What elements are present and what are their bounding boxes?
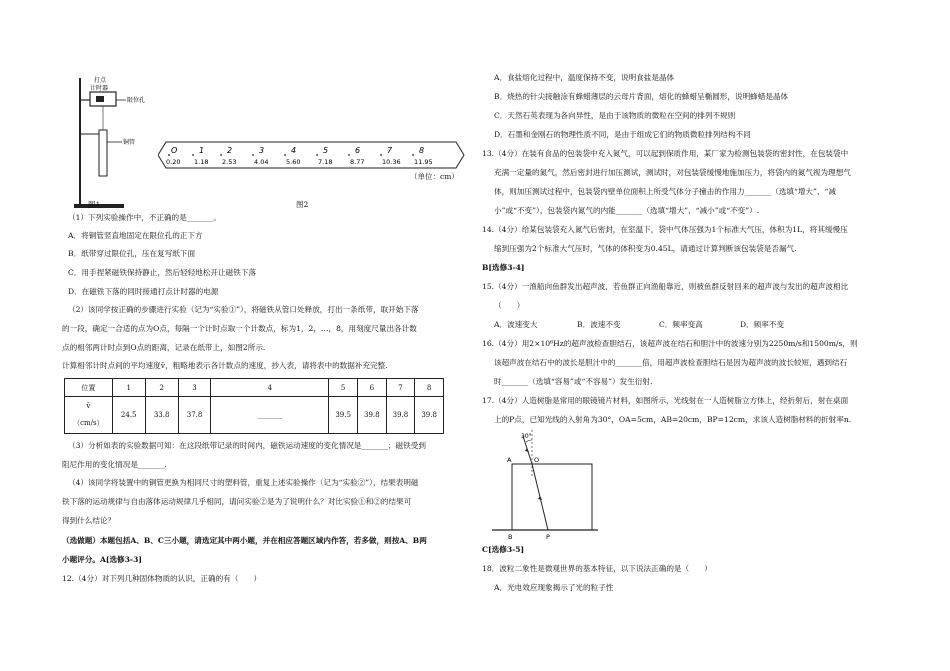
tape-distance-label: 2.53 — [222, 158, 237, 166]
q12-option-b: B．烧热的针尖接触涂有蜂蜡薄层的云母片背面，熔化的蜂蜡呈椭圆形，说明蜂蜡是晶体 — [494, 92, 789, 101]
tape-point-label: 7 — [387, 146, 393, 155]
figure1-caption: 图1 — [88, 200, 101, 209]
tape-distance-label: 1.18 — [194, 158, 209, 166]
fig17-label-o: O — [534, 456, 540, 464]
q15-option-b: B．波速不变 — [577, 320, 621, 329]
tape-dot — [252, 154, 254, 156]
table-header-row — [65, 379, 444, 397]
q12-option-a: A．食盐熔化过程中，温度保持不变，说明食盐是晶体 — [494, 73, 675, 82]
q11-part4-line3: 得到什么结论？ — [62, 516, 116, 525]
table-cell: 7 — [386, 379, 415, 397]
q11-part4-line2: 铁下落的运动规律与自由落体运动规律几乎相同，请问实验②是为了说明什么？对比实验①和②的结果可 — [62, 497, 412, 506]
velocity-table — [64, 378, 444, 434]
table-cell: 5 — [329, 379, 358, 397]
q11-part2-line1: （2）该同学按正确的步骤进行实验（记为“实验①”），将磁铁从管口处释放，打出一条纸带，取开始下落 — [68, 305, 419, 314]
fig1-label-timer: 打点 — [94, 77, 107, 84]
tape-dot — [220, 154, 222, 156]
q11-option-a: A．将铜管竖直地固定在限位孔的正下方 — [68, 231, 203, 240]
table-cell: 39.8 — [415, 397, 444, 434]
tape-dot — [412, 154, 414, 156]
q18-stem: 18．波粒二象性是微观世界的基本特征，以下说法正确的是（ ） — [482, 564, 712, 573]
tape-distance-label: 5.60 — [286, 158, 301, 166]
q11-option-d: D．在磁铁下落的同时接通打点计时器的电源 — [68, 287, 219, 296]
q13-line4: 小”或“不变”），包装袋内氮气的内能_______（选填“增大”、“减小”或“不变”）. — [494, 206, 760, 215]
q17-line1: 17.（4分）人造树脂是常用的眼镜镜片材料，如图所示，光线射在一人造树脂立方体上，经折射后，射在桌面 — [482, 396, 849, 405]
fig17-angle-label: 30° — [521, 433, 532, 440]
tape-point-label: 1 — [199, 146, 205, 155]
tape-dot — [168, 154, 170, 156]
table-cell: 39.8 — [386, 397, 415, 434]
table-cell: 位置 — [65, 379, 113, 397]
tape-point-label: O — [171, 146, 178, 155]
q11-part3-line1: （3）分析如表的实验数据可知：在这段纸带记录的时间内，磁铁运动速度的变化情况是_______；磁铁受到 — [68, 441, 426, 450]
tape-dot — [192, 154, 194, 156]
q11-part4-line1: （4）该同学将装置中的铜管更换为相同尺寸的塑料管，重复上述实验操作（记为“实验②”），结果表明磁 — [68, 478, 419, 487]
table-cell: 39.5 — [329, 397, 358, 434]
table-row-label: v̄ （cm/s） — [65, 397, 113, 434]
q12-option-d: D．石墨和金刚石的物理性质不同，是由于组成它们的物质微粒排列结构不同 — [494, 130, 751, 139]
fig1-label-hole: 限位孔 — [127, 97, 146, 104]
tape-distance-label: 11.95 — [414, 158, 433, 166]
table-cell: 6 — [357, 379, 386, 397]
q16-line3: 时_______（选填“容易”或“不容易”）发生衍射. — [494, 377, 653, 386]
fig17-label-p: P — [546, 533, 550, 541]
table-cell: 2 — [145, 379, 178, 397]
q15-line1: 15.（4分）一渔船向鱼群发出超声波，若鱼群正向渔船靠近，则被鱼群反射回来的超声波与发出的超声波相比 — [482, 282, 849, 291]
figure17-refraction — [492, 428, 602, 543]
section-c-heading: C[选修3-5] — [482, 545, 525, 554]
elective-instruction-line1: （选做题）本题包括A、B、C三小题，请选定其中两小题，并在相应答题区域内作答，若多做，则按A、B两 — [62, 536, 427, 545]
tape-point-label: 4 — [291, 146, 297, 155]
q11-part2-line3: 点的相邻两计时点到O点的距离，记录在纸带上，如图2所示. — [62, 343, 266, 352]
tape-point-label: 5 — [323, 146, 329, 155]
table-cell: 1 — [112, 379, 145, 397]
q14-line2: 缩到压强为2个标准大气压时，气体的体积变为0.45L，请通过计算判断该包装袋是否漏气. — [494, 244, 797, 253]
table-cell: 3 — [178, 379, 211, 397]
q11-part2-line2: 的一段，确定一合适的点为O点，每隔一个计时点取一个计数点，标为1，2，…，8，用刻度尺量出各计数 — [62, 324, 417, 333]
table-cell: 4 — [211, 379, 329, 397]
q12-option-c: C．天然石英表现为各向异性，是由于该物质的微粒在空间的排列不规则 — [494, 111, 736, 120]
q15-option-d: D．频率不变 — [740, 320, 785, 329]
figure1-apparatus — [72, 72, 172, 212]
q18-option-a: A．光电效应现象揭示了光的粒子性 — [494, 583, 614, 592]
table-cell: 33.8 — [145, 397, 178, 434]
elective-instruction-line2: 小题评分。A[选修3-3] — [62, 555, 142, 564]
fig1-label-tube: 铜管 — [123, 139, 136, 146]
tape-distance-label: 0.20 — [166, 158, 181, 166]
section-b-heading: B[选修3-4] — [482, 263, 525, 272]
q11-option-b: B．纸带穿过限位孔，压在复写纸下面 — [68, 249, 196, 258]
tape-point-label: 8 — [419, 146, 425, 155]
tape-distance-label: 7.18 — [318, 158, 333, 166]
table-cell: 24.5 — [112, 397, 145, 434]
table-cell: 37.8 — [178, 397, 211, 434]
tape-dot — [380, 154, 382, 156]
figure2-unit: （单位：cm） — [410, 172, 459, 181]
q13-line2: 充满一定量的氮气，然后密封进行加压测试，测试时，对包装袋缓慢地施加压力，将袋内的氮气视为理想气 — [494, 168, 851, 177]
q16-line2: 该超声波在结石中的波长是胆汁中的_______倍，用超声波检查胆结石是因为超声波的波长较短，遇到结石 — [494, 358, 848, 367]
tape-dot — [316, 154, 318, 156]
fig17-label-b: B — [508, 533, 513, 541]
q15-line2: （ ） — [494, 301, 525, 310]
tape-distance-label: 10.36 — [382, 158, 401, 166]
q13-line3: 体，则加压测试过程中，包装袋内壁单位面积上所受气体分子撞击的作用力_______（选填“增大”、“减 — [494, 187, 836, 196]
tape-point-label: 6 — [355, 146, 361, 155]
table-cell: 8 — [415, 379, 444, 397]
q17-line2: 上的P点，已知光线的入射角为30°，OA=5cm，AB=20cm，BP=12cm，求该人造树脂材料的折射率n. — [494, 415, 852, 424]
figure2-caption: 图2 — [296, 200, 309, 209]
q13-line1: 13.（4分）在装有食品的包装袋中充入氮气，可以起到保质作用，某厂家为检测包装袋的密封性，在包装袋中 — [482, 149, 849, 158]
tape-dot — [348, 154, 350, 156]
q11-part1: （1）下列实验操作中，不正确的是_______。 — [68, 213, 221, 222]
tape-distance-label: 4.04 — [254, 158, 269, 166]
q11-part2-line4: 计算相邻计时点间的平均速度v̄，粗略地表示各计数点的速度，抄入表，请将表中的数据补充完整. — [62, 361, 388, 370]
fig17-label-a: A — [507, 456, 512, 464]
q12-stem: 12.（4分）对下列几种固体物质的认识，正确的有（ ） — [62, 574, 262, 583]
table-cell-blank: _______ — [211, 397, 329, 434]
q16-line1: 16.（4分）用2×10⁶Hz的超声波检查胆结石，该超声波在结石和胆汁中的波速分别为2250m/s和1500m/s，则 — [482, 339, 858, 348]
q15-option-c: C．频率变高 — [659, 320, 703, 329]
table-cell: 39.8 — [357, 397, 386, 434]
q15-option-a: A．波速变大 — [494, 320, 538, 329]
tape-point-label: 3 — [259, 146, 265, 155]
q11-option-c: C．用手捏紧磁铁保持静止，然后轻轻地松开让磁铁下落 — [68, 268, 257, 277]
table-row — [65, 397, 444, 434]
q14-line1: 14.（4分）给某包装袋充入氮气后密封，在室温下，袋中气体压强为1个标准大气压，体积为1L，将其缓慢压 — [482, 225, 848, 234]
tape-dot — [284, 154, 286, 156]
tape-point-label: 2 — [227, 146, 233, 155]
q11-part3-line2: 阻尼作用的变化情况是_______. — [62, 460, 167, 469]
tape-distance-label: 8.77 — [350, 158, 365, 166]
fig1-label-timer2: 计时器 — [90, 85, 109, 92]
